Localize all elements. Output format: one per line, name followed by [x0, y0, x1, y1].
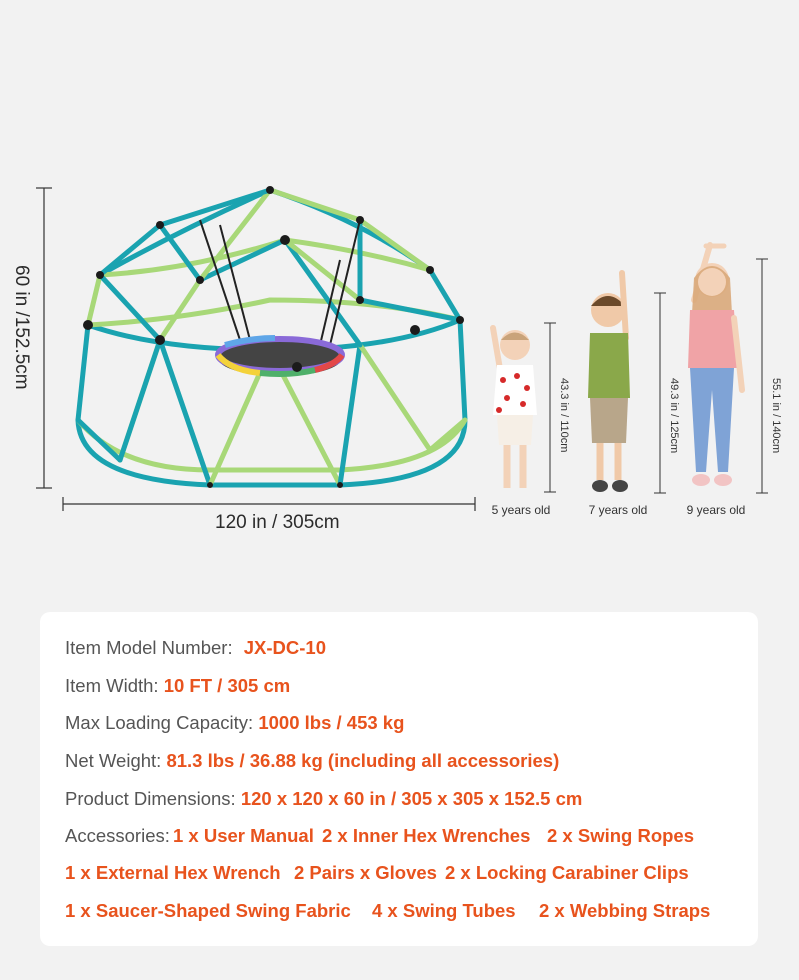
spec-dimensions-row [65, 788, 582, 810]
spec-model-label: Item Model Number: [65, 637, 233, 658]
spec-capacity-value: 1000 lbs / 453 kg [258, 712, 405, 733]
child-9yo-image [672, 240, 752, 496]
accessory-item: 1 x External Hex Wrench [65, 862, 281, 883]
spec-dimensions-value: 120 x 120 x 60 in / 305 x 305 x 152.5 cm [240, 788, 583, 809]
spec-accessories-label: Accessories: [65, 825, 170, 846]
accessory-item: 1 x User Manual [173, 825, 314, 846]
spec-width-value: 10 FT / 305 cm [163, 675, 291, 696]
child-9yo-height-label: 55.1 in / 140cm [770, 378, 782, 454]
accessory-item: 2 x Locking Carabiner Clips [445, 862, 689, 883]
spec-model-value: JX-DC-10 [243, 637, 326, 658]
child-9yo-height-line [752, 256, 772, 496]
specifications-card [40, 612, 758, 946]
spec-weight-label: Net Weight: [65, 750, 162, 771]
spec-width-row [65, 675, 290, 697]
child-5yo-age-label: 5 years old [491, 503, 551, 517]
spec-width-label: Item Width: [65, 675, 159, 696]
accessory-item: 2 x Inner Hex Wrenches [322, 825, 531, 846]
height-dimension-label: 60 in /152.5cm [11, 265, 32, 390]
accessory-item: 4 x Swing Tubes [372, 900, 516, 921]
child-7yo-height-line [650, 290, 670, 496]
child-7yo-image [578, 268, 648, 496]
spec-dimensions-label: Product Dimensions: [65, 788, 236, 809]
width-dimension-label: 120 in / 305cm [215, 512, 340, 533]
width-dimension-line [55, 494, 485, 514]
accessory-item: 2 x Webbing Straps [539, 900, 711, 921]
spec-weight-value: 81.3 lbs / 36.88 kg (including all accessories) [166, 750, 560, 771]
accessory-item: 2 Pairs x Gloves [294, 862, 437, 883]
child-5yo-height-label: 43.3 in / 110cm [558, 378, 570, 453]
child-9yo-age-label: 9 years old [686, 503, 746, 517]
dome-climber-image [60, 180, 480, 500]
child-5yo-height-line [540, 320, 560, 495]
spec-capacity-row [65, 712, 404, 734]
height-dimension-line [30, 180, 60, 500]
accessory-item: 1 x Saucer-Shaped Swing Fabric [65, 900, 351, 921]
child-7yo-height-label: 49.3 in / 125cm [668, 378, 680, 454]
child-7yo-age-label: 7 years old [588, 503, 648, 517]
spec-model-row [65, 637, 326, 659]
spec-weight-row [65, 750, 559, 772]
spec-capacity-label: Max Loading Capacity: [65, 712, 254, 733]
accessory-item: 2 x Swing Ropes [547, 825, 695, 846]
child-5yo-image [485, 320, 545, 495]
